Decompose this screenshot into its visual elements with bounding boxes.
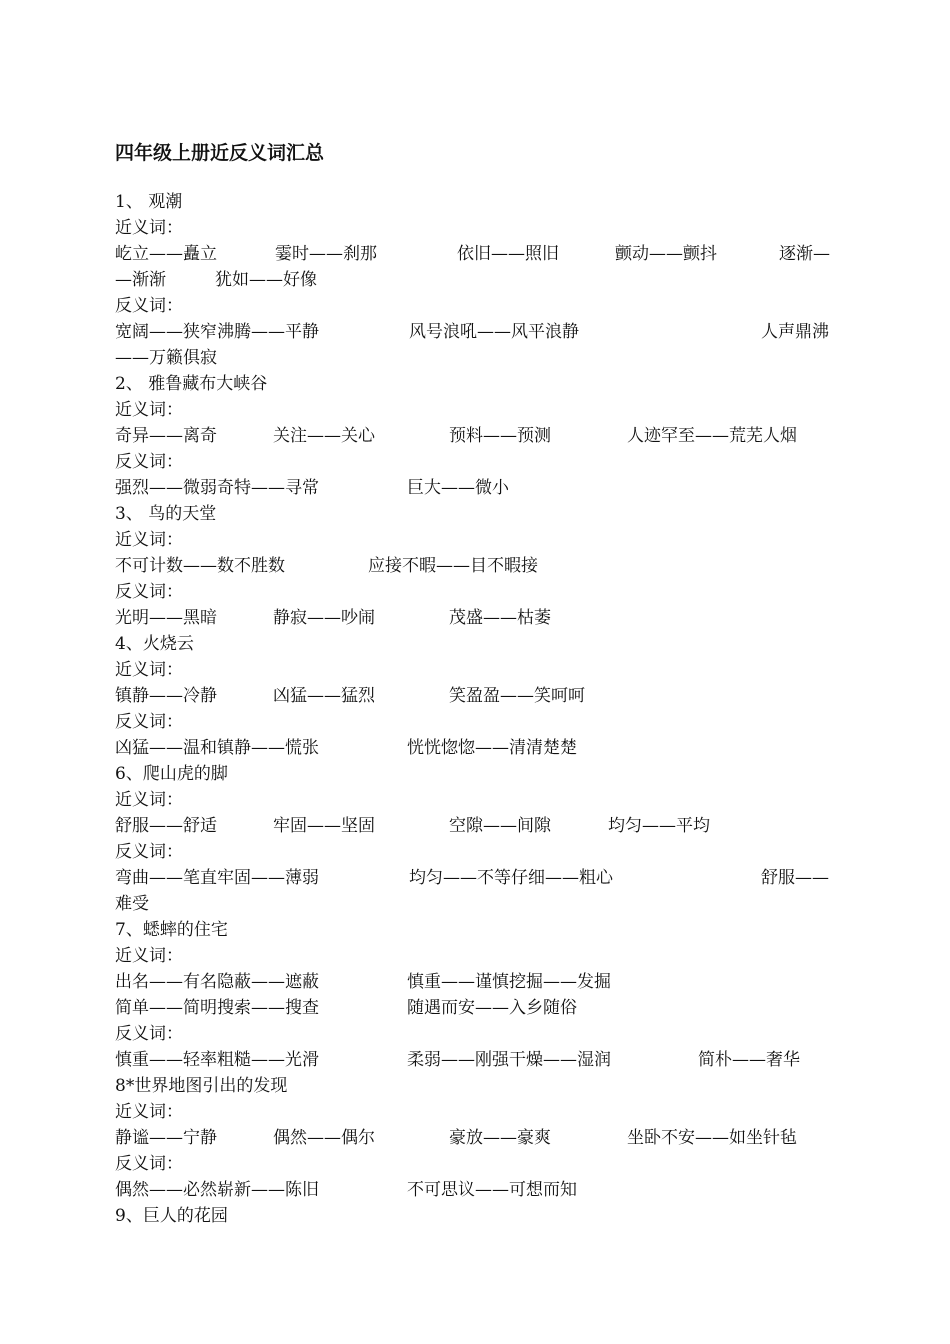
text-line xyxy=(115,891,840,917)
text-line xyxy=(115,917,840,943)
document-page xyxy=(115,138,840,1229)
line-text: 反义词： xyxy=(115,296,183,316)
text-line xyxy=(115,709,840,735)
line-text: 反义词： xyxy=(115,1154,183,1174)
text-line xyxy=(115,1099,840,1125)
word-pair: 茂盛——枯萎 xyxy=(449,608,551,628)
word-pair: 犹如——好像 xyxy=(215,270,317,290)
line-text: ——万籁俱寂 xyxy=(115,348,217,368)
word-pair: —渐渐 xyxy=(115,270,166,290)
line-text: 近义词： xyxy=(115,660,183,680)
line-text: 4、火烧云 xyxy=(115,634,194,654)
text-line xyxy=(115,371,840,397)
text-line xyxy=(115,345,840,371)
text-line xyxy=(115,553,840,579)
text-line xyxy=(115,1047,840,1073)
word-pair: 风号浪吼——风平浪静 xyxy=(409,322,579,342)
line-text: 反义词： xyxy=(115,712,183,732)
text-line xyxy=(115,215,840,241)
word-pair: 预料——预测 xyxy=(449,426,551,446)
word-pair: 静谧——宁静 xyxy=(115,1128,217,1148)
line-text: 难受 xyxy=(115,894,149,914)
word-pair: 凶猛——猛烈 xyxy=(273,686,375,706)
word-pair: 均匀——不等仔细——粗心 xyxy=(409,868,613,888)
text-line xyxy=(115,657,840,683)
line-text: 近义词： xyxy=(115,790,183,810)
text-line xyxy=(115,969,840,995)
word-pair: 逐渐— xyxy=(779,244,830,264)
word-pair: 均匀——平均 xyxy=(608,816,710,836)
word-pair: 简朴——奢华 xyxy=(698,1050,800,1070)
line-text: 6、爬山虎的脚 xyxy=(115,764,228,784)
word-pair: 出名——有名隐蔽——遮蔽 xyxy=(115,972,319,992)
text-line xyxy=(115,241,840,267)
text-line xyxy=(115,189,840,215)
text-line xyxy=(115,839,840,865)
word-pair: 慎重——轻率粗糙——光滑 xyxy=(115,1050,319,1070)
text-line xyxy=(115,1125,840,1151)
word-pair: 偶然——必然崭新——陈旧 xyxy=(115,1180,319,1200)
word-pair: 随遇而安——入乡随俗 xyxy=(407,998,577,1018)
word-pair: 关注——关心 xyxy=(273,426,375,446)
word-pair: 牢固——坚固 xyxy=(273,816,375,836)
line-text: 8*世界地图引出的发现 xyxy=(115,1076,288,1096)
word-pair: 强烈——微弱奇特——寻常 xyxy=(115,478,319,498)
word-pair: 柔弱——刚强干燥——湿润 xyxy=(407,1050,611,1070)
word-pair: 简单——简明搜索——搜查 xyxy=(115,998,319,1018)
text-line xyxy=(115,475,840,501)
document-title: 四年级上册近反义词汇总 xyxy=(115,142,325,164)
line-text: 反义词： xyxy=(115,842,183,862)
word-pair: 应接不暇——目不暇接 xyxy=(368,556,538,576)
document-body xyxy=(115,189,840,1229)
word-pair: 凶猛——温和镇静——慌张 xyxy=(115,738,319,758)
word-pair: 巨大——微小 xyxy=(407,478,509,498)
word-pair: 镇静——冷静 xyxy=(115,686,217,706)
text-line xyxy=(115,293,840,319)
word-pair: 恍恍惚惚——清清楚楚 xyxy=(407,738,577,758)
text-line xyxy=(115,1021,840,1047)
line-text: 反义词： xyxy=(115,582,183,602)
word-pair: 人迹罕至——荒芜人烟 xyxy=(627,426,797,446)
line-text: 近义词： xyxy=(115,946,183,966)
text-line xyxy=(115,1177,840,1203)
text-line xyxy=(115,449,840,475)
line-text: 近义词： xyxy=(115,1102,183,1122)
word-pair: 宽阔——狭窄沸腾——平静 xyxy=(115,322,319,342)
text-line xyxy=(115,1073,840,1099)
word-pair: 静寂——吵闹 xyxy=(273,608,375,628)
line-text: 1、 观潮 xyxy=(115,192,183,212)
word-pair: 光明——黑暗 xyxy=(115,608,217,628)
word-pair: 不可思议——可想而知 xyxy=(407,1180,577,1200)
text-line xyxy=(115,865,840,891)
text-line xyxy=(115,1151,840,1177)
text-line xyxy=(115,787,840,813)
text-line xyxy=(115,761,840,787)
text-line xyxy=(115,527,840,553)
word-pair: 奇异——离奇 xyxy=(115,426,217,446)
text-line xyxy=(115,813,840,839)
text-line xyxy=(115,995,840,1021)
text-line xyxy=(115,423,840,449)
line-text: 反义词： xyxy=(115,452,183,472)
line-text: 3、 鸟的天堂 xyxy=(115,504,217,524)
word-pair: 霎时——刹那 xyxy=(275,244,377,264)
word-pair: 屹立——矗立 xyxy=(115,244,217,264)
line-text: 反义词： xyxy=(115,1024,183,1044)
text-line xyxy=(115,943,840,969)
line-text: 7、蟋蟀的住宅 xyxy=(115,920,228,940)
text-line xyxy=(115,605,840,631)
text-line xyxy=(115,735,840,761)
word-pair: 不可计数——数不胜数 xyxy=(115,556,285,576)
text-line xyxy=(115,1203,840,1229)
text-line xyxy=(115,397,840,423)
word-pair: 舒服——舒适 xyxy=(115,816,217,836)
line-text: 9、巨人的花园 xyxy=(115,1206,228,1226)
word-pair: 人声鼎沸 xyxy=(761,322,829,342)
text-line xyxy=(115,631,840,657)
word-pair: 坐卧不安——如坐针毡 xyxy=(627,1128,797,1148)
word-pair: 偶然——偶尔 xyxy=(273,1128,375,1148)
line-text: 近义词： xyxy=(115,400,183,420)
word-pair: 笑盈盈——笑呵呵 xyxy=(449,686,585,706)
text-line xyxy=(115,267,840,293)
text-line xyxy=(115,319,840,345)
line-text: 近义词： xyxy=(115,218,183,238)
word-pair: 空隙——间隙 xyxy=(449,816,551,836)
line-text: 2、 雅鲁藏布大峡谷 xyxy=(115,374,268,394)
word-pair: 弯曲——笔直牢固——薄弱 xyxy=(115,868,319,888)
text-line xyxy=(115,501,840,527)
word-pair: 颤动——颤抖 xyxy=(615,244,717,264)
word-pair: 舒服—— xyxy=(761,868,829,888)
word-pair: 豪放——豪爽 xyxy=(449,1128,551,1148)
text-line xyxy=(115,683,840,709)
text-line xyxy=(115,579,840,605)
line-text: 近义词： xyxy=(115,530,183,550)
word-pair: 依旧——照旧 xyxy=(457,244,559,264)
word-pair: 慎重——谨慎挖掘——发掘 xyxy=(407,972,611,992)
